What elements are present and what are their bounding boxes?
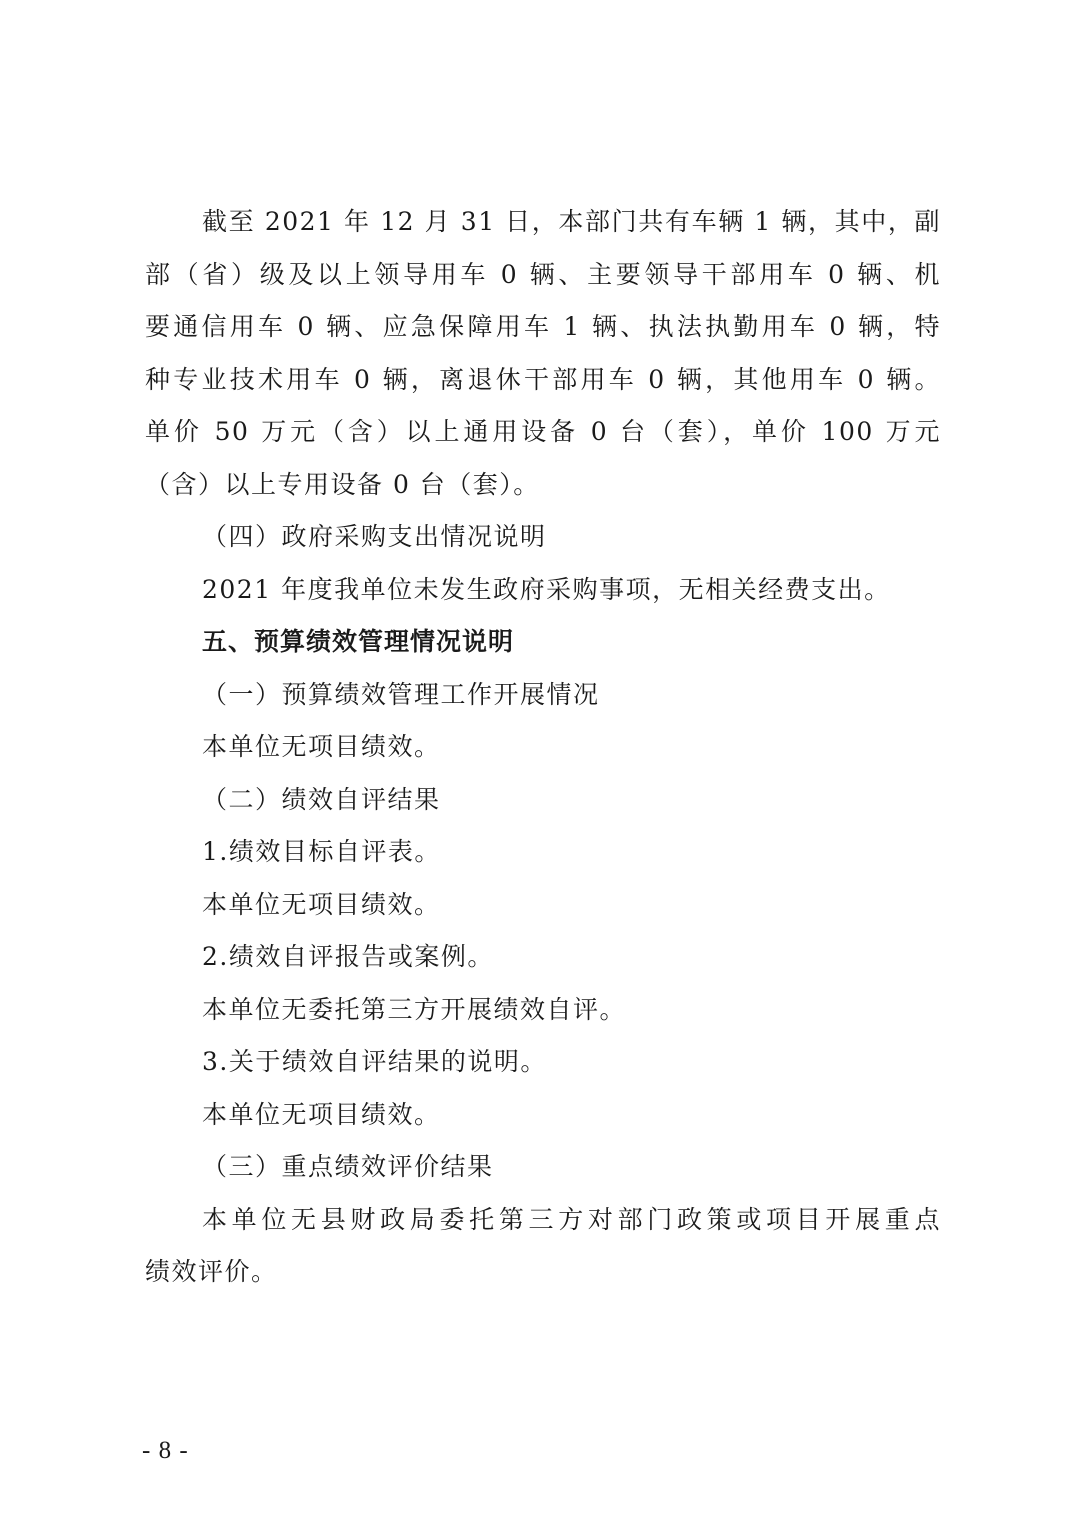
section-4-title: （四）政府采购支出情况说明: [202, 522, 547, 551]
vehicles-paragraph: [145, 196, 941, 511]
sub-1-text: 本单位无项目绩效。: [202, 732, 441, 761]
paragraph-line: （含）以上专用设备 0 台（套）。: [145, 469, 540, 499]
paragraph-line: 部（省）级及以上领导用车 0 辆、主要领导干部用车 0 辆、机: [145, 259, 941, 289]
paragraph-line: 单价 50 万元（含）以上通用设备 0 台（套），单价 100 万元: [145, 417, 941, 446]
paragraph-line: 种专业技术用车 0 辆，离退休干部用车 0 辆，其他用车 0 辆。: [145, 364, 941, 394]
section-4-text: 2021 年度我单位未发生政府采购事项，无相关经费支出。: [202, 574, 891, 604]
page-number: - 8 -: [142, 1437, 189, 1464]
item-2-text: 本单位无委托第三方开展绩效自评。: [202, 994, 627, 1024]
sub-3-title: （三）重点绩效评价结果: [202, 1152, 494, 1181]
item-3-title: 3.关于绩效自评结果的说明。: [202, 1047, 547, 1076]
sub-1-title: （一）预算绩效管理工作开展情况: [202, 679, 600, 709]
sub-2-title: （二）绩效自评结果: [202, 784, 441, 814]
body-section: [145, 511, 941, 1299]
item-2-title: 2.绩效自评报告或案例。: [202, 942, 494, 971]
sub-3-text-line: 本单位无县财政局委托第三方对部门政策或项目开展重点: [202, 1204, 941, 1234]
paragraph-line: 截至 2021 年 12 月 31 日，本部门共有车辆 1 辆，其中，副: [202, 207, 941, 236]
item-3-text: 本单位无项目绩效。: [202, 1099, 441, 1129]
sub-3-text-line: 绩效评价。: [145, 1257, 278, 1286]
paragraph-line: 要通信用车 0 辆、应急保障用车 1 辆、执法执勤用车 0 辆，特: [145, 312, 941, 341]
item-1-text: 本单位无项目绩效。: [202, 889, 441, 919]
chapter-5-title: 五、预算绩效管理情况说明: [202, 627, 515, 656]
item-1-title: 1.绩效目标自评表。: [202, 837, 441, 866]
